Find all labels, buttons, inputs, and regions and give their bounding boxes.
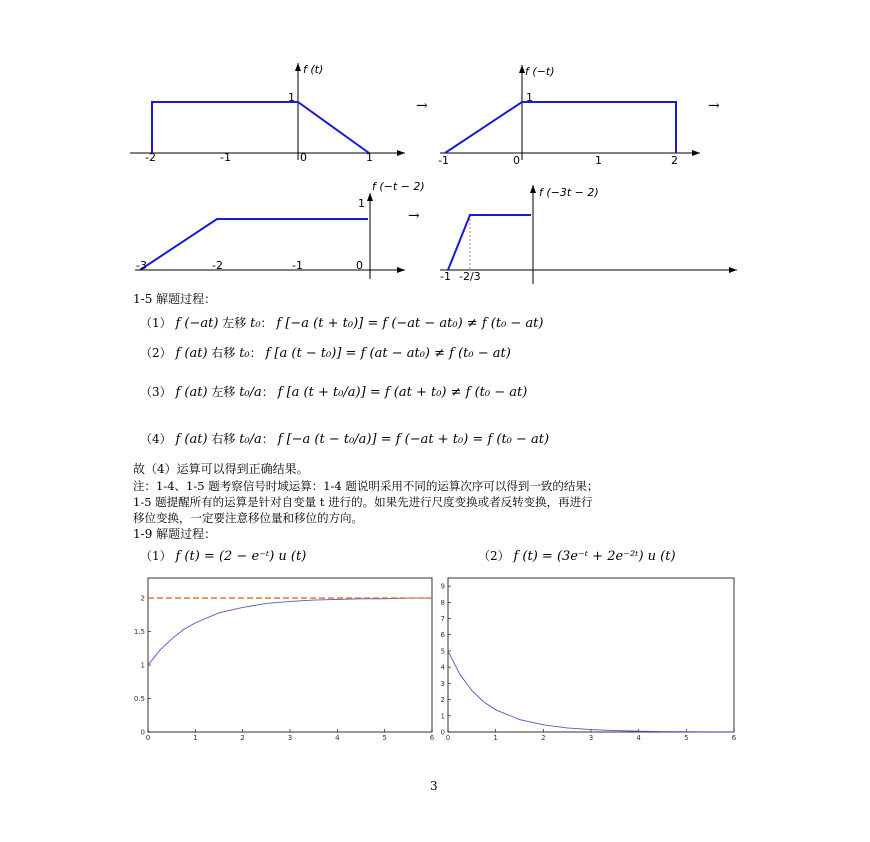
plot4-fn-label: f (−3t − 2) bbox=[539, 186, 599, 199]
eq-num: （1） bbox=[140, 316, 172, 330]
eq-row-3 bbox=[140, 383, 527, 400]
y-tick-label: 1.5 bbox=[133, 628, 145, 637]
plot1-fn-label: f (t) bbox=[303, 63, 324, 76]
plot3-x3: 0 bbox=[356, 259, 363, 272]
eq-colon: ： bbox=[261, 432, 274, 446]
arrow-2: → bbox=[708, 98, 720, 114]
x-tick-label: 2 bbox=[541, 734, 546, 742]
plot2-x2: 1 bbox=[595, 154, 602, 167]
plot3-fn-label: f (−t − 2) bbox=[372, 180, 425, 193]
x-tick-label: 4 bbox=[335, 734, 340, 742]
plot2-x0: -1 bbox=[438, 154, 449, 167]
plot1-one-label: 1 bbox=[288, 91, 295, 104]
signal-plot-f-neg-t bbox=[435, 55, 715, 165]
x-tick-label: 5 bbox=[684, 734, 689, 742]
plot2-fn-label: f (−t) bbox=[525, 65, 555, 78]
y-tick-label: 3 bbox=[440, 679, 445, 688]
eq-shift: t₀ bbox=[250, 316, 261, 331]
eq-expr: f (t) = (2 − e⁻ᵗ) u (t) bbox=[175, 549, 307, 564]
eq-row-2 bbox=[140, 344, 511, 361]
y-tick-label: 0 bbox=[440, 728, 445, 737]
eq-num: （1） bbox=[140, 549, 172, 563]
eq-colon: ： bbox=[249, 346, 262, 360]
x-tick-label: 4 bbox=[636, 734, 641, 742]
y-tick-label: 9 bbox=[440, 582, 445, 591]
plot2-x1: 0 bbox=[513, 154, 520, 167]
plot3-x0: -3 bbox=[136, 259, 147, 272]
arrow-1: → bbox=[416, 98, 428, 114]
eq-num: （4） bbox=[140, 432, 172, 446]
note-line-1: 注：1-4、1-5 题考察信号时域运算：1-4 题说明采用不同的运算次序可以得到一致的结果； bbox=[133, 479, 599, 493]
eq-op: 左移 bbox=[222, 316, 247, 330]
eq-1-9-b bbox=[478, 547, 676, 564]
plot4-x0: -1 bbox=[440, 270, 451, 283]
note-line-3: 移位变换，一定要注意移位量和移位的方向。 bbox=[133, 511, 363, 525]
y-tick-label: 8 bbox=[440, 598, 445, 607]
signal-plot-f-t bbox=[125, 55, 415, 165]
y-tick-label: 0 bbox=[140, 728, 145, 737]
eq-op: 右移 bbox=[211, 432, 236, 446]
eq-row-4 bbox=[140, 430, 549, 447]
y-tick-label: 7 bbox=[440, 615, 445, 624]
y-tick-label: 5 bbox=[440, 647, 445, 656]
eq-lead: f (−at) bbox=[175, 316, 219, 331]
eq-expr: f [−a (t + t₀)] = f (−at − at₀) ≠ f (t₀ − at) bbox=[276, 316, 544, 331]
x-tick-label: 3 bbox=[287, 734, 293, 742]
series-line-0 bbox=[148, 598, 432, 665]
x-tick-label: 1 bbox=[493, 734, 498, 742]
eq-shift: t₀ bbox=[239, 346, 250, 361]
eq-lead: f (at) bbox=[175, 432, 208, 447]
eq-lead: f (at) bbox=[175, 346, 208, 361]
plot-frame bbox=[448, 578, 734, 732]
plot3-x2: -1 bbox=[292, 259, 303, 272]
y-tick-label: 2 bbox=[440, 696, 445, 705]
chart-rising-exp bbox=[130, 574, 435, 746]
page-number: 3 bbox=[430, 779, 438, 793]
y-tick-label: 6 bbox=[440, 631, 445, 640]
y-tick-label: 0.5 bbox=[133, 695, 145, 704]
plot4-x1: -2/3 bbox=[459, 270, 481, 283]
x-tick-label: 5 bbox=[382, 734, 387, 742]
series-line-0 bbox=[448, 651, 734, 732]
y-tick-label: 1 bbox=[140, 661, 145, 670]
plot3-x1: -2 bbox=[212, 259, 223, 272]
x-tick-label: 2 bbox=[240, 734, 245, 742]
chart-decaying-exp bbox=[434, 574, 744, 746]
eq-op: 右移 bbox=[211, 346, 236, 360]
section-1-9-heading: 1-9 解题过程： bbox=[133, 527, 217, 541]
eq-expr: f [−a (t − t₀/a)] = f (−at + t₀) = f (t₀ − at) bbox=[277, 432, 550, 447]
x-tick-label: 0 bbox=[445, 734, 451, 742]
eq-lead: f (at) bbox=[175, 385, 208, 400]
eq-row-1 bbox=[140, 314, 543, 331]
conclusion-text: 故（4）运算可以得到正确结果。 bbox=[133, 462, 309, 476]
plot3-one-label: 1 bbox=[358, 197, 365, 210]
y-tick-label: 1 bbox=[440, 712, 445, 721]
y-tick-label: 4 bbox=[440, 663, 445, 672]
eq-expr: f [a (t + t₀/a)] = f (at + t₀) ≠ f (t₀ − at) bbox=[277, 385, 528, 400]
x-tick-label: 3 bbox=[588, 734, 594, 742]
plot1-x0: -2 bbox=[145, 151, 156, 164]
plot2-x3: 2 bbox=[671, 154, 678, 167]
eq-1-9-a bbox=[140, 547, 306, 564]
plot1-x1: -1 bbox=[220, 151, 231, 164]
eq-shift: t₀/a bbox=[239, 432, 262, 447]
eq-num: （2） bbox=[140, 346, 172, 360]
eq-colon: ： bbox=[260, 316, 273, 330]
x-tick-label: 6 bbox=[731, 734, 737, 742]
x-tick-label: 0 bbox=[145, 734, 151, 742]
eq-num: （2） bbox=[478, 549, 510, 563]
eq-expr: f [a (t − t₀)] = f (at − at₀) ≠ f (t₀ − at) bbox=[265, 346, 511, 361]
eq-expr: f (t) = (3e⁻ᵗ + 2e⁻²ᵗ) u (t) bbox=[513, 549, 676, 564]
signal-plot-f-neg-3t-minus-2 bbox=[435, 180, 745, 290]
y-tick-label: 2 bbox=[140, 594, 145, 603]
eq-num: （3） bbox=[140, 385, 172, 399]
x-tick-label: 6 bbox=[429, 734, 435, 742]
plot1-x3: 1 bbox=[366, 151, 373, 164]
plot2-one-label: 1 bbox=[526, 91, 533, 104]
eq-colon: ： bbox=[261, 385, 274, 399]
arrow-3: → bbox=[408, 208, 420, 224]
plot1-x2: 0 bbox=[300, 151, 307, 164]
eq-op: 左移 bbox=[211, 385, 236, 399]
eq-shift: t₀/a bbox=[239, 385, 262, 400]
section-1-5-heading: 1-5 解题过程： bbox=[133, 292, 217, 306]
x-tick-label: 1 bbox=[193, 734, 198, 742]
note-line-2: 1-5 题提醒所有的运算是针对自变量 t 进行的。如果先进行尺度变换或者反转变换，再进行 bbox=[133, 495, 593, 509]
signal-plot-f-neg-t-minus-2 bbox=[130, 175, 430, 285]
